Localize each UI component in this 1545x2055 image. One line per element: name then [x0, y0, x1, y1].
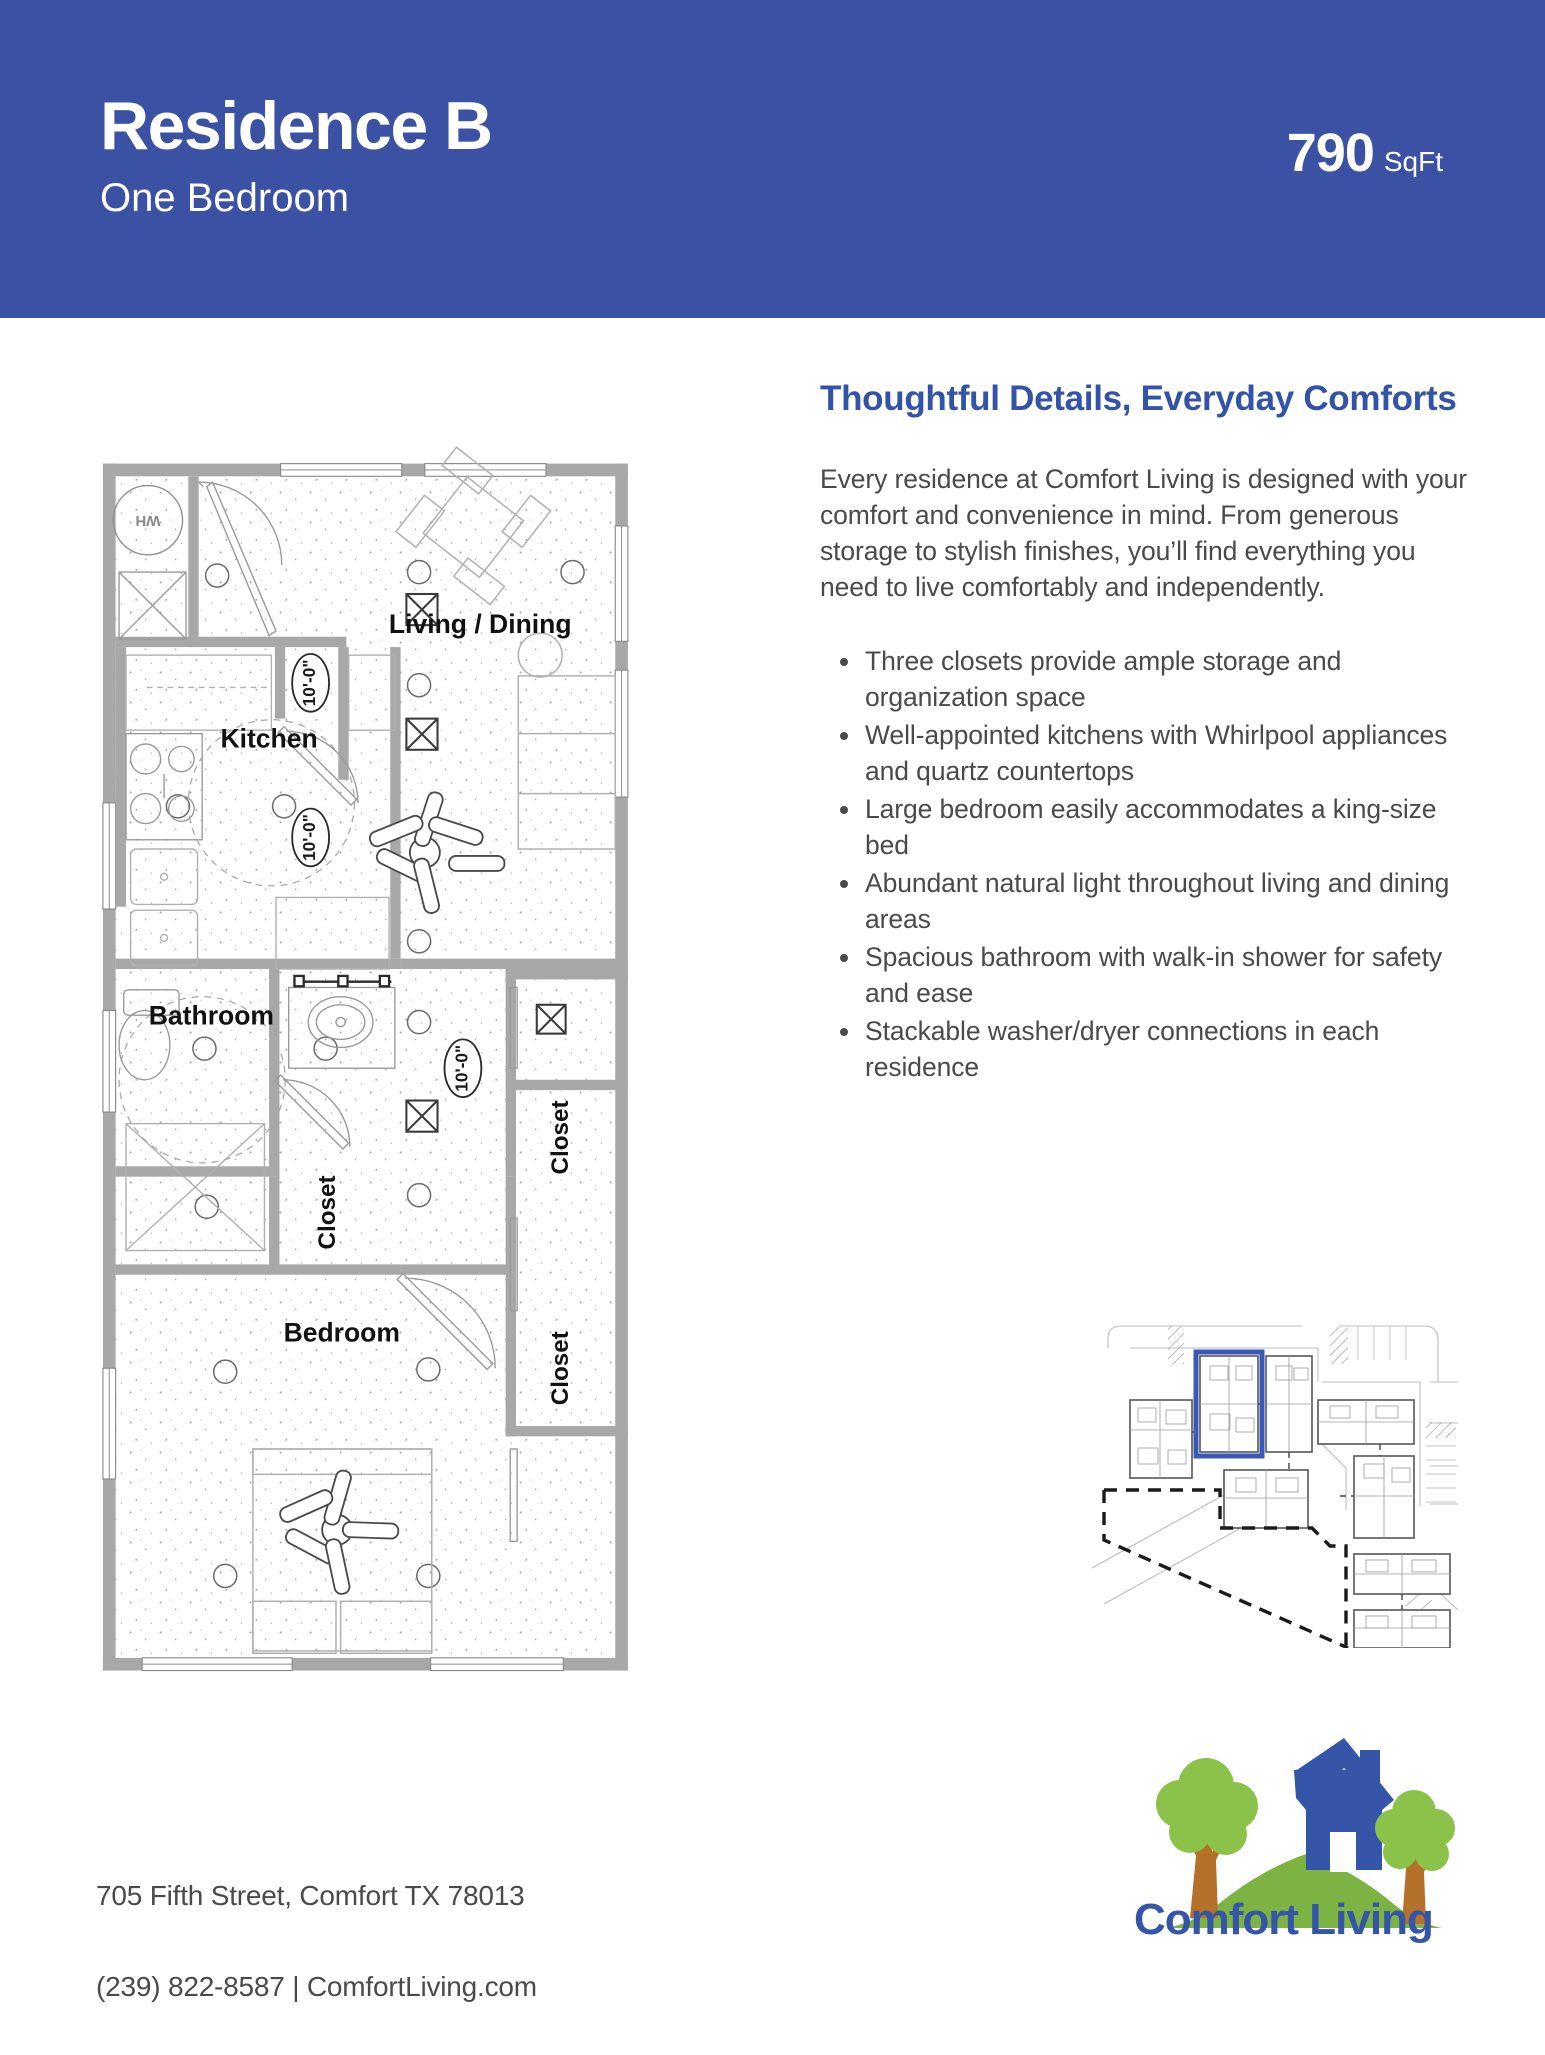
intro-paragraph: Every residence at Comfort Living is designed with your comfort and convenience in mind. From generous storage to stylish finishes, you’ll find everything you need to live comfortably and independently. [820, 463, 1467, 602]
logo-brand-text: Comfort Living [1134, 1895, 1433, 1944]
feature-list [820, 643, 1470, 1085]
site-map-svg [1090, 1318, 1460, 1648]
room-label-closet-upper: Closet [546, 1100, 574, 1175]
area-badge [1286, 123, 1443, 183]
area-value: 790 [1286, 123, 1374, 183]
footer-contact [96, 1828, 537, 2055]
list-item: Stackable washer/dryer connections in each residence [820, 1013, 1470, 1085]
area-unit: SqFt [1383, 146, 1443, 177]
dimension-label: 10'-0" [299, 659, 320, 707]
list-item: Three closets provide ample storage and organization space [820, 643, 1470, 715]
logo-svg [1130, 1728, 1460, 1948]
room-label-closet-bedroom: Closet [546, 1331, 574, 1406]
footer-phone-web-line: (239) 822-8587 | ComfortLiving.com [96, 1971, 537, 2003]
dimension-label: 10'-0" [451, 1044, 472, 1092]
room-label-bedroom: Bedroom [283, 1317, 400, 1348]
comfort-living-logo [1130, 1728, 1460, 1948]
details-panel [820, 378, 1470, 1087]
page-subtitle: One Bedroom [100, 176, 350, 220]
section-heading: Thoughtful Details, Everyday Comforts [820, 379, 1457, 418]
house-icon [1294, 1738, 1394, 1872]
page-content [0, 318, 1545, 2003]
site-map [1090, 1318, 1460, 1648]
list-item: Spacious bathroom with walk-in shower for safety and ease [820, 939, 1470, 1011]
floorplan-svg [96, 374, 696, 1774]
list-item: Large bedroom easily accommodates a king-size bed [820, 791, 1470, 863]
water-heater-label: WH [135, 512, 161, 530]
dimension-label: 10'-0" [299, 813, 320, 861]
footer-address-line: 705 Fifth Street, Comfort TX 78013 [96, 1880, 525, 1912]
site-buildings [1130, 1356, 1450, 1648]
room-label-bathroom: Bathroom [148, 1000, 274, 1031]
room-label-living-dining: Living / Dining [388, 609, 572, 640]
page-header [0, 0, 1545, 318]
room-label-kitchen: Kitchen [220, 723, 318, 754]
list-item: Abundant natural light throughout living and dining areas [820, 865, 1470, 937]
list-item: Well-appointed kitchens with Whirlpool appliances and quartz countertops [820, 717, 1470, 789]
page-title: Residence B [100, 88, 492, 164]
floorplan-diagram [96, 374, 696, 1774]
room-label-closet-hall: Closet [313, 1175, 341, 1250]
